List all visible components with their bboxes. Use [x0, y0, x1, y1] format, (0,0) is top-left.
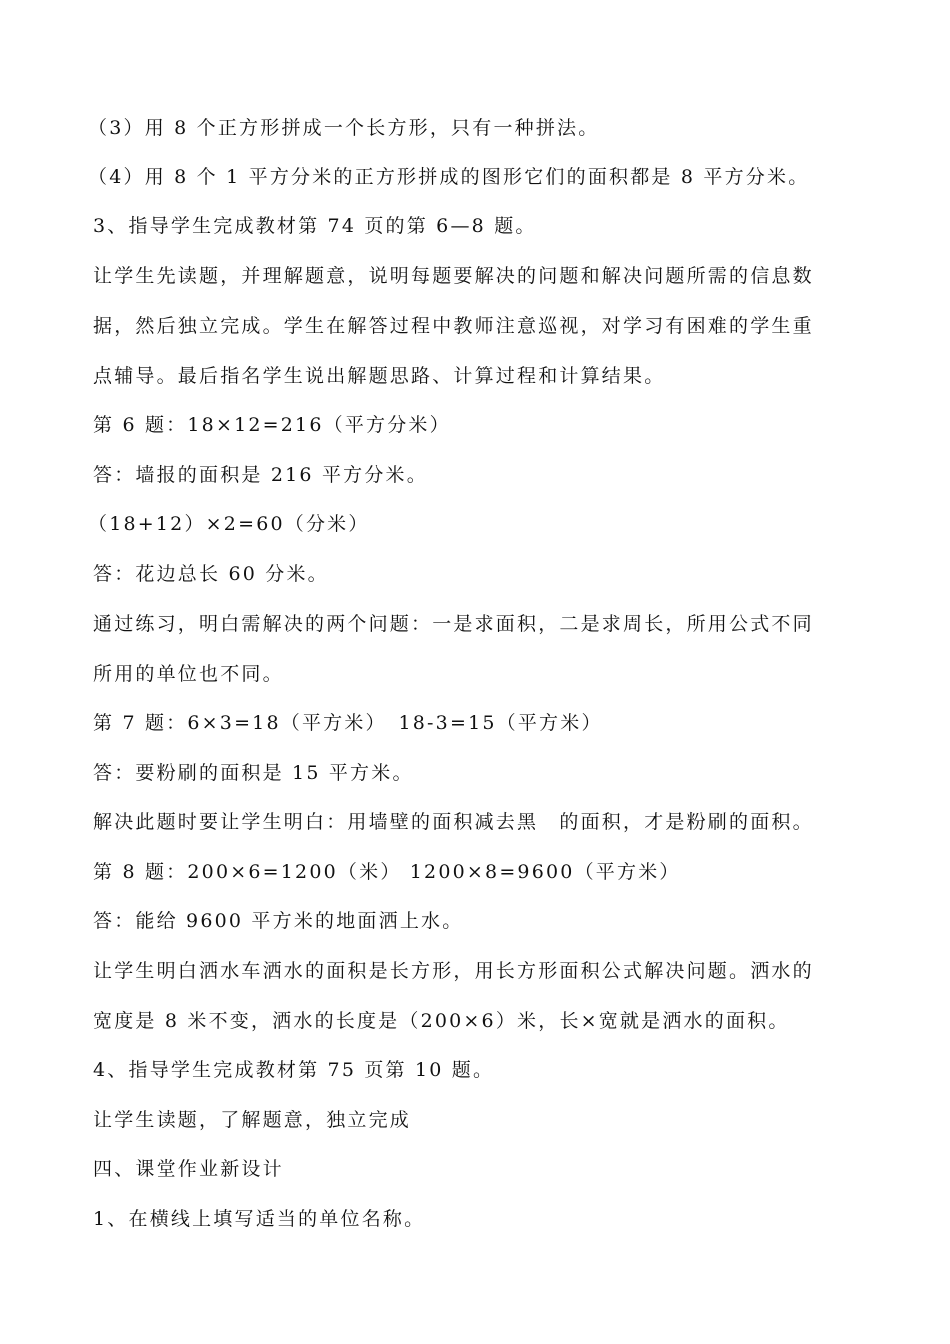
text-line: 答：要粉刷的面积是 15 平方米。 [93, 762, 414, 784]
text-line: 所用的单位也不同。 [93, 663, 284, 685]
text-line: 通过练习，明白需解决的两个问题：一是求面积，二是求周长，所用公式不同 [93, 613, 814, 635]
text-line: 3、指导学生完成教材第 74 页的第 6—8 题。 [93, 215, 537, 237]
text-line: 第 8 题：200×6=1200（米） 1200×8=9600（平方米） [93, 861, 681, 883]
text-line: 解决此题时要让学生明白：用墙壁的面积减去黑 的面积，才是粉刷的面积。 [93, 811, 814, 833]
text-line: 第 7 题：6×3=18（平方米） 18-3=15（平方米） [93, 712, 603, 734]
text-line: 让学生读题，了解题意，独立完成 [93, 1109, 412, 1131]
text-line: 宽度是 8 米不变，洒水的长度是（200×6）米，长×宽就是洒水的面积。 [93, 1010, 790, 1032]
text-line: 第 6 题：18×12=216（平方分米） [93, 414, 451, 436]
text-line: 4、指导学生完成教材第 75 页第 10 题。 [93, 1059, 495, 1081]
text-line: （18+12）×2=60（分米） [88, 513, 370, 535]
text-line: 1、在横线上填写适当的单位名称。 [93, 1208, 426, 1230]
text-line: （3）用 8 个正方形拼成一个长方形，只有一种拼法。 [88, 117, 600, 139]
text-line: 据，然后独立完成。学生在解答过程中教师注意巡视，对学习有困难的学生重 [93, 315, 814, 337]
text-line: 让学生明白洒水车洒水的面积是长方形，用长方形面积公式解决问题。洒水的 [93, 960, 814, 982]
text-line: 让学生先读题，并理解题意，说明每题要解决的问题和解决问题所需的信息数 [93, 265, 814, 287]
text-line: 答：能给 9600 平方米的地面洒上水。 [93, 910, 464, 932]
text-line: （4）用 8 个 1 平方分米的正方形拼成的图形它们的面积都是 8 平方分米。 [88, 166, 810, 188]
section-heading: 四、课堂作业新设计 [93, 1158, 284, 1180]
text-line: 答：花边总长 60 分米。 [93, 563, 329, 585]
text-line: 点辅导。最后指名学生说出解题思路、计算过程和计算结果。 [93, 365, 666, 387]
text-line: 答：墙报的面积是 216 平方分米。 [93, 464, 428, 486]
